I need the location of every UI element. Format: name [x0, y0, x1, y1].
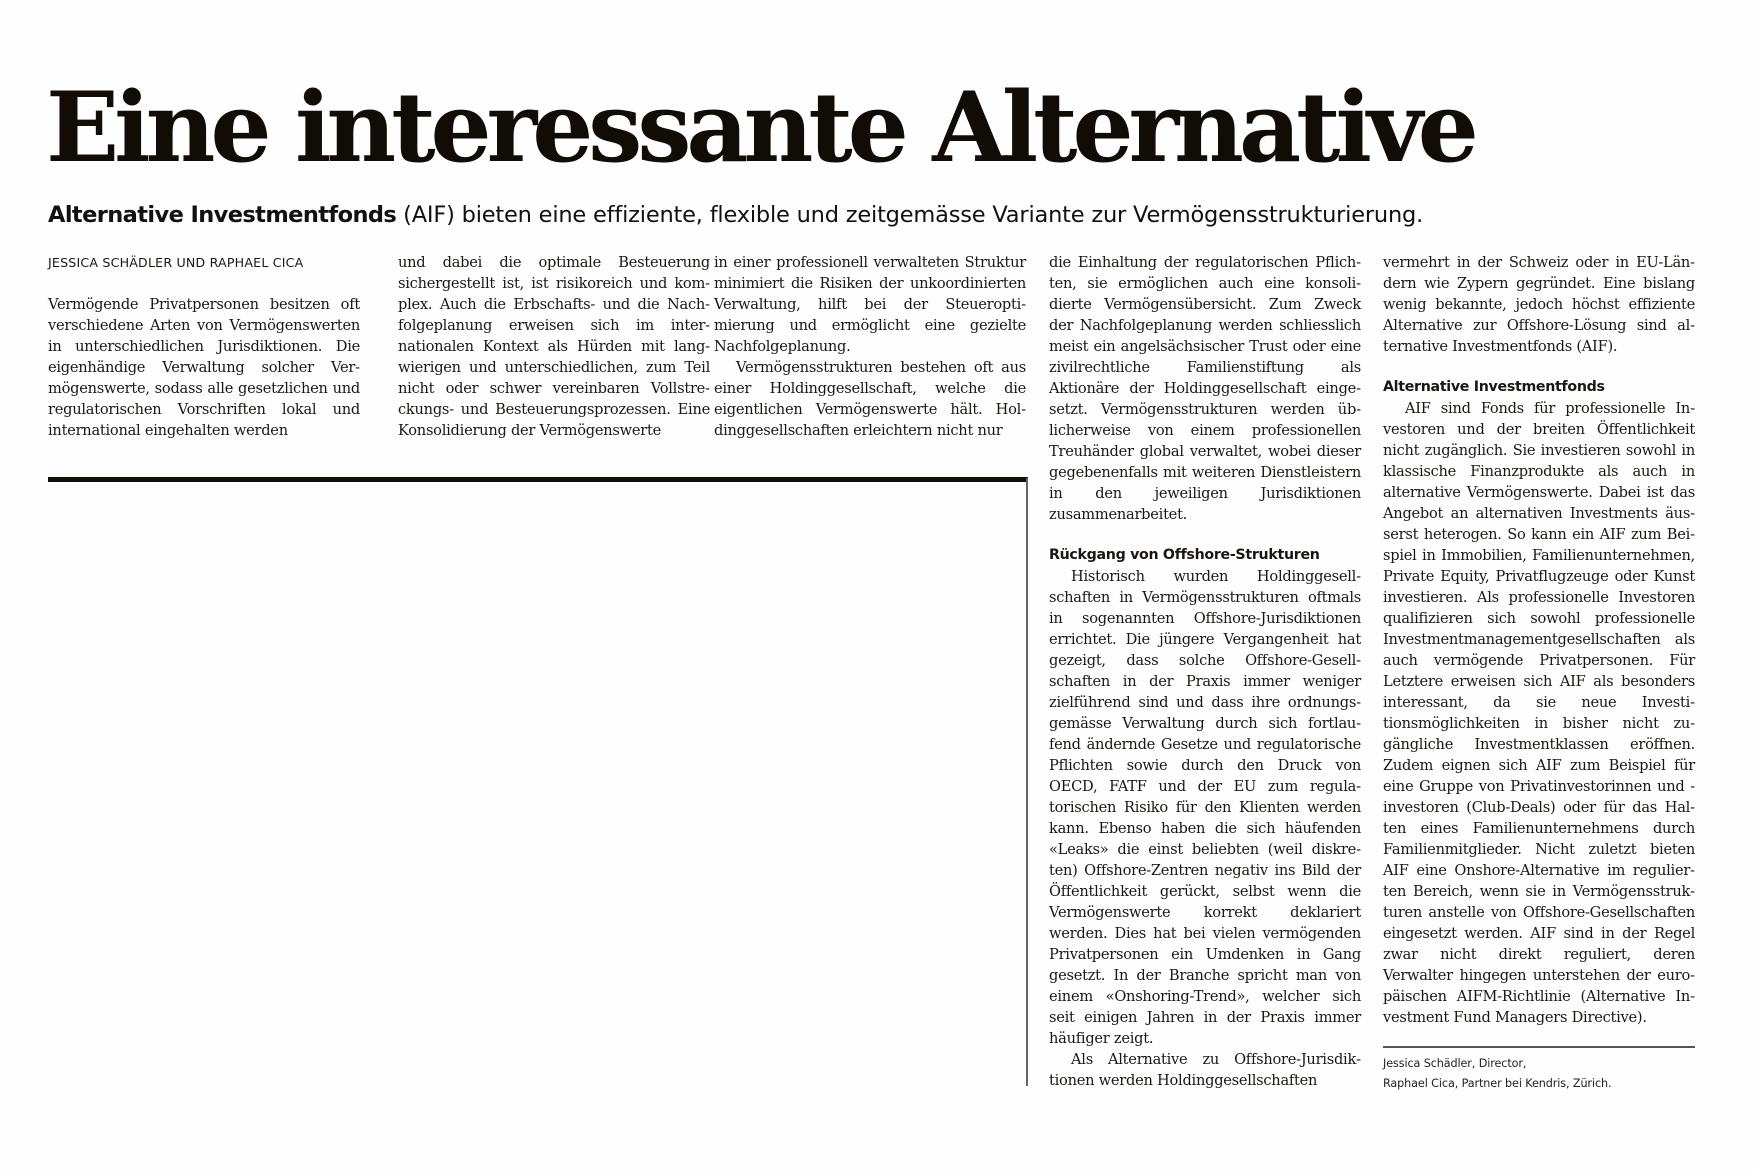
section-heading-offshore: Rückgang von Offshore-Strukturen: [1049, 547, 1320, 563]
signature-line-1: Jessica Schädler, Director,: [1383, 1057, 1527, 1070]
paragraph: Historisch wurden Holdinggesellschaften in Vermögensstrukturen oftmals in sogenannten Offshore-Jurisdiktionen errichtet. Die jüngere Vergangenheit hat gezeigt, dass solche Offshore-Gesellschaften in der Praxis immer weniger zielführend sind und dass ihre ordnungsgemässe Verwaltung durch sich fortlaufend ändernde Gesetze und regulatorische Pflichten sowie durch den Druck von OECD, FATF und der EU zum regulatorischen Risiko für den Klienten werden kann. Ebenso haben die sich häufenden «Leaks» die einst beliebten (weil diskreten) Offshore-Zentren negativ ins Bild der Öffentlichkeit gerückt, selbst wenn die Vermögenswerte korrekt deklariert werden. Dies hat bei vielen vermögenden Privatpersonen ein Umdenken in Gang gesetzt. In der Branche spricht man von einem «Onshoring-Trend», welcher sich seit einigen Jahren in der Praxis immer häufiger zeigt.: [1049, 568, 1361, 1047]
paragraph: Vermögensstrukturen bestehen oft aus einer Holdinggesellschaft, welche die eigentlichen Vermögenswerte hält. Holdinggesellschaften erleichtern nicht nur: [714, 359, 1026, 439]
section-heading-aif: Alternative Investmentfonds: [1383, 379, 1605, 395]
author-signature: [1383, 1054, 1695, 1094]
horizontal-rule: [48, 477, 1028, 482]
column-2: [398, 252, 710, 441]
subtitle: [48, 200, 1423, 230]
paragraph: vermehrt in der Schweiz oder in EU-Ländern wie Zypern gegründet. Eine bislang wenig bekannte, jedoch höchst effiziente Alternative zur Offshore-Lösung sind alternative Investmentfonds (AIF).: [1383, 254, 1695, 355]
subtitle-bold: Alternative Investmentfonds: [48, 202, 397, 228]
vertical-rule: [1026, 478, 1028, 1086]
paragraph: Vermögende Privatpersonen besitzen oft verschiedene Arten von Vermögenswerten in unterschiedlichen Jurisdiktionen. Die eigenhändige Verwaltung solcher Vermögenswerte, sodass alle gesetzlichen und regulatorischen Vorschriften lokal und international eingehalten werden: [48, 296, 360, 439]
headline: Eine interessante Alternative: [46, 71, 1474, 184]
paragraph: und dabei die optimale Besteuerung sichergestellt ist, ist risikoreich und komplex. Auch die Erbschafts- und die Nachfolgeplanung erweisen sich im internationalen Kontext als Hürden mit langwierigen und unterschiedlichen, zum Teil nicht oder schwer vereinbaren Vollstreckungs- und Besteuerungsprozessen. Eine Konsolidierung der Vermögenswerte: [398, 254, 710, 439]
byline: JESSICA SCHÄDLER UND RAPHAEL CICA: [48, 255, 304, 270]
column-1: [48, 252, 360, 441]
paragraph: die Einhaltung der regulatorischen Pflichten, sie ermöglichen auch eine konsolidierte Vermögensübersicht. Zum Zweck der Nachfolgeplanung werden schliesslich meist ein angelsächsischer Trust oder eine zivilrechtliche Familienstiftung als Aktionäre der Holdinggesellschaft eingesetzt. Vermögensstrukturen werden üblicherweise von einem professionellen Treuhänder global verwaltet, wobei dieser gegebenenfalls mit weiteren Dienstleistern in den jeweiligen Jurisdiktionen zusammenarbeitet.: [1049, 254, 1361, 523]
signature-line-2: Raphael Cica, Partner bei Kendris, Zürich.: [1383, 1077, 1612, 1090]
column-4: [1049, 252, 1361, 1091]
subtitle-rest: (AIF) bieten eine effiziente, flexible und zeitgemässe Variante zur Vermögensstrukturierung.: [396, 202, 1424, 228]
paragraph: Als Alternative zu Offshore-Jurisdiktionen werden Holdinggesellschaften: [1049, 1051, 1361, 1089]
paragraph: in einer professionell verwalteten Struktur minimiert die Risiken der unkoordinierten Verwaltung, hilft bei der Steueroptimierung und ermöglicht eine gezielte Nachfolgeplanung.: [714, 254, 1026, 355]
column-3: [714, 252, 1026, 441]
column-5: [1383, 252, 1695, 1094]
paragraph: AIF sind Fonds für professionelle Investoren und der breiten Öffentlichkeit nicht zugänglich. Sie investieren sowohl in klassische Finanzprodukte als auch in alternative Vermögenswerte. Dabei ist das Angebot an alternativen Investments äusserst heterogen. So kann ein AIF zum Beispiel in Immobilien, Familienunternehmen, Private Equity, Privatflugzeuge oder Kunst investieren. Als professionelle Investoren qualifizieren sich sowohl professionelle Investmentmanagementgesellschaften als auch vermögende Privatpersonen. Für Letztere erweisen sich AIF als besonders interessant, da sie neue Investitionsmöglichkeiten in bisher nicht zugängliche Investmentklassen eröffnen. Zudem eignen sich AIF zum Beispiel für eine Gruppe von Privatinvestorinnen und -investoren (Club-Deals) oder für das Halten eines Familienunternehmens durch Familienmitglieder. Nicht zuletzt bieten AIF eine Onshore-Alternative im regulierten Bereich, wenn sie in Vermögensstrukturen anstelle von Offshore-Gesellschaften eingesetzt werden. AIF sind in der Regel zwar nicht direkt reguliert, deren Verwalter hingegen unterstehen der europäischen AIFM-Richtlinie (Alternative Investment Fund Managers Directive).: [1383, 400, 1695, 1026]
signature-divider: [1383, 1046, 1695, 1048]
